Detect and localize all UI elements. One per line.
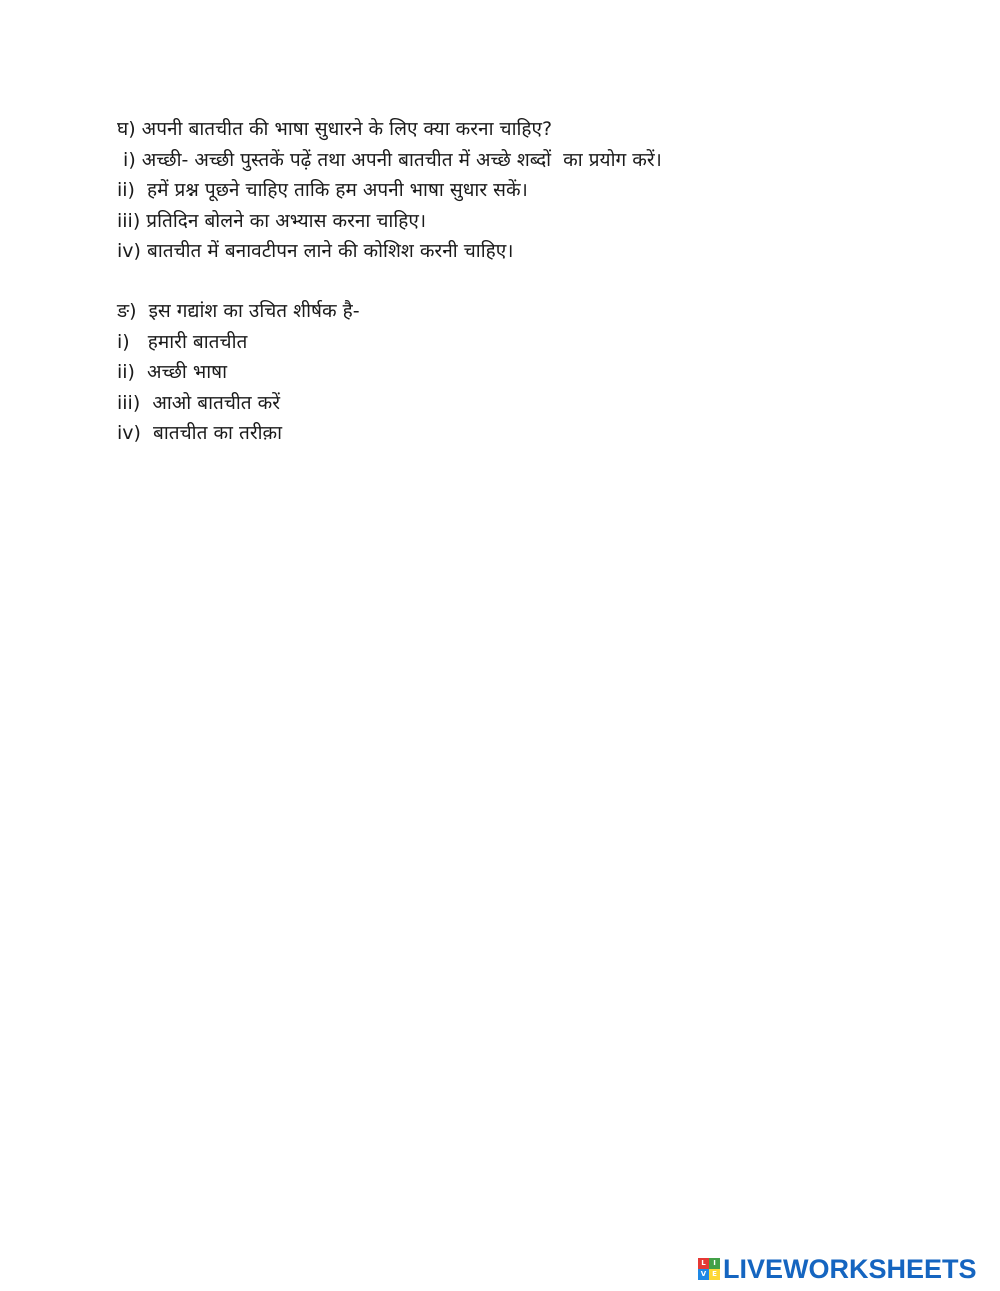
question-gha-option-2: ii) हमें प्रश्न पूछने चाहिए ताकि हम अपनी भाषा सुधार सकें। xyxy=(117,179,528,201)
logo-mark-cell: V xyxy=(698,1269,709,1280)
question-gha-option-4: iv) बातचीत में बनावटीपन लाने की कोशिश करनी चाहिए। xyxy=(117,240,514,262)
question-gha-option-1: i) अच्छी- अच्छी पुस्तकें पढ़ें तथा अपनी बातचीत में अच्छे शब्दों का प्रयोग करें। xyxy=(117,148,662,171)
question-nga-prompt: ङ) इस गद्यांश का उचित शीर्षक है- xyxy=(117,300,360,322)
logo-mark-cell: L xyxy=(698,1258,709,1269)
logo-mark-cell: I xyxy=(709,1258,720,1269)
question-nga-option-1: i) हमारी बातचीत xyxy=(117,330,248,353)
question-nga-option-3: iii) आओ बातचीत करें xyxy=(117,391,281,414)
question-nga-option-2: ii) अच्छी भाषा xyxy=(117,361,228,383)
logo-mark-cell: E xyxy=(709,1269,720,1280)
liveworksheets-logo xyxy=(698,1254,977,1284)
question-gha-option-3: iii) प्रतिदिन बोलने का अभ्यास करना चाहिए। xyxy=(117,209,427,232)
question-nga xyxy=(117,296,977,449)
liveworksheets-logo-icon xyxy=(698,1258,720,1280)
question-gha xyxy=(117,114,977,267)
liveworksheets-logo-text: LIVEWORKSHEETS xyxy=(723,1253,977,1284)
question-nga-option-4: iv) बातचीत का तरीक़ा xyxy=(117,422,283,444)
question-gha-prompt: घ) अपनी बातचीत की भाषा सुधारने के लिए क्या करना चाहिए? xyxy=(117,118,553,140)
